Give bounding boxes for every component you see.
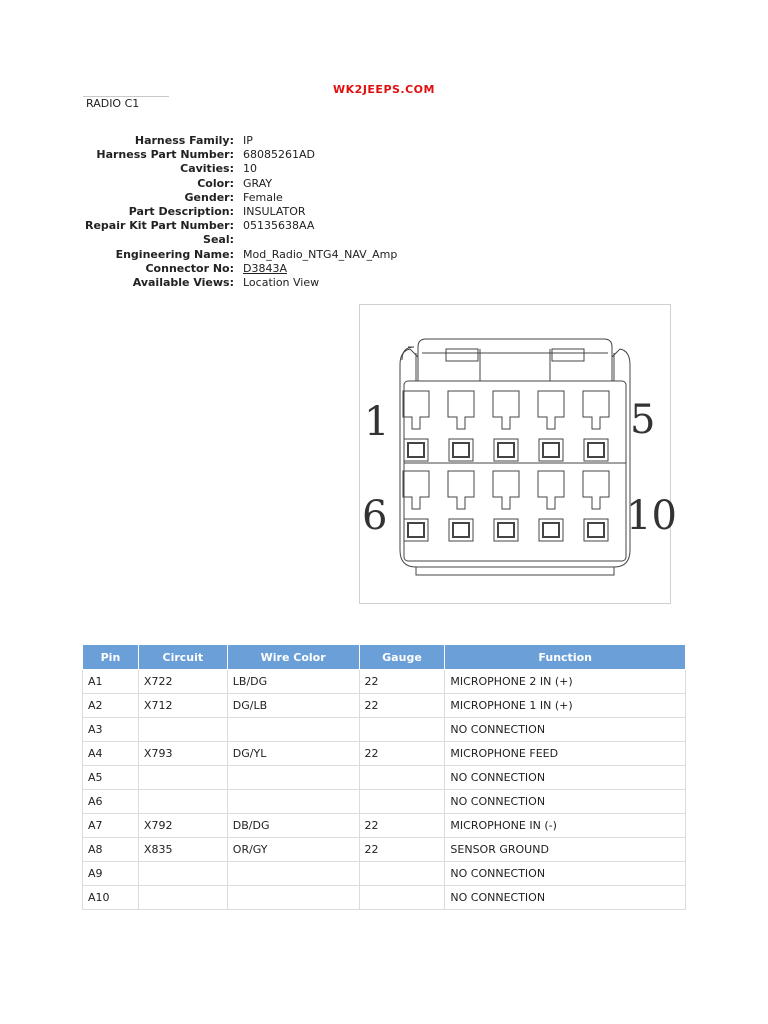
property-label: Available Views: — [132, 275, 234, 289]
connector-no-link[interactable]: D3843A — [243, 261, 287, 275]
property-value: Mod_Radio_NTG4_NAV_Amp — [243, 247, 398, 261]
function-cell: SENSOR GROUND — [445, 838, 686, 862]
function-cell: NO CONNECTION — [445, 790, 686, 814]
gauge-cell — [359, 886, 445, 910]
gauge-cell: 22 — [359, 742, 445, 766]
cavity-grid — [403, 391, 609, 541]
wire-color-cell: DG/YL — [227, 742, 359, 766]
property-value: IP — [243, 134, 253, 147]
wire-color-cell — [227, 862, 359, 886]
table-row — [83, 670, 686, 694]
header-gauge: Gauge — [359, 645, 445, 670]
property-cavities — [60, 162, 397, 176]
circuit-cell — [138, 862, 227, 886]
header-function: Function — [445, 645, 686, 670]
property-label: Harness Family: — [134, 134, 234, 147]
property-seal — [60, 233, 397, 247]
wire-color-cell — [227, 886, 359, 910]
cavity-5 — [583, 391, 609, 461]
function-cell: NO CONNECTION — [445, 862, 686, 886]
table-row — [83, 694, 686, 718]
cavity-9 — [538, 471, 564, 541]
function-cell: NO CONNECTION — [445, 766, 686, 790]
table-row — [83, 838, 686, 862]
property-value: 05135638AA — [243, 219, 315, 233]
header-wire-color: Wire Color — [227, 645, 359, 670]
pin-label-10: 10 — [626, 493, 677, 539]
table-header-row — [83, 645, 686, 670]
gauge-cell: 22 — [359, 694, 445, 718]
property-label: Part Description: — [128, 204, 234, 218]
wire-color-cell: OR/GY — [227, 838, 359, 862]
function-cell: MICROPHONE 2 IN (+) — [445, 670, 686, 694]
pin-cell: A6 — [83, 790, 139, 814]
circuit-cell — [138, 790, 227, 814]
property-harness-part-number — [60, 148, 397, 162]
circuit-cell — [138, 718, 227, 742]
pin-cell: A4 — [83, 742, 139, 766]
property-part-description — [60, 205, 397, 219]
cavity-4 — [538, 391, 564, 461]
property-harness-family — [60, 134, 397, 148]
pin-cell: A10 — [83, 886, 139, 910]
property-value: INSULATOR — [243, 204, 306, 218]
function-cell: MICROPHONE 1 IN (+) — [445, 694, 686, 718]
wire-color-cell — [227, 790, 359, 814]
circuit-cell — [138, 766, 227, 790]
property-value: Location View — [243, 275, 320, 289]
pin-cell: A1 — [83, 670, 139, 694]
pin-cell: A8 — [83, 838, 139, 862]
property-engineering-name — [60, 248, 397, 262]
cavity-6 — [403, 471, 429, 541]
pin-label-6: 6 — [362, 493, 388, 539]
cavity-10 — [583, 471, 609, 541]
pin-cell: A9 — [83, 862, 139, 886]
property-repair-kit-part-number — [60, 219, 397, 233]
cavity-7 — [448, 471, 474, 541]
function-cell: NO CONNECTION — [445, 886, 686, 910]
gauge-cell: 22 — [359, 838, 445, 862]
wire-color-cell: DG/LB — [227, 694, 359, 718]
circuit-cell: X793 — [138, 742, 227, 766]
connector-name: RADIO C1 — [86, 97, 140, 110]
function-cell: NO CONNECTION — [445, 718, 686, 742]
property-label: Repair Kit Part Number: — [85, 219, 234, 233]
property-label: Cavities: — [180, 162, 234, 176]
wire-color-cell — [227, 718, 359, 742]
table-row — [83, 886, 686, 910]
table-row — [83, 790, 686, 814]
wire-color-cell: DB/DG — [227, 814, 359, 838]
property-label: Connector No: — [145, 261, 234, 275]
property-label: Seal: — [203, 233, 234, 247]
cavity-1 — [403, 391, 429, 461]
circuit-cell: X712 — [138, 694, 227, 718]
cavity-2 — [448, 391, 474, 461]
gauge-cell — [359, 862, 445, 886]
property-gender — [60, 191, 397, 205]
property-value: GRAY — [243, 176, 273, 190]
property-label: Gender: — [184, 190, 234, 204]
gauge-cell — [359, 718, 445, 742]
table-row — [83, 862, 686, 886]
property-value: 10 — [243, 162, 257, 176]
pin-label-5: 5 — [630, 397, 656, 443]
property-color — [60, 177, 397, 191]
pin-cell: A7 — [83, 814, 139, 838]
table-row — [83, 742, 686, 766]
property-value: 68085261AD — [243, 148, 315, 162]
pin-cell: A5 — [83, 766, 139, 790]
connector-diagram — [360, 305, 677, 603]
gauge-cell: 22 — [359, 814, 445, 838]
circuit-cell: X792 — [138, 814, 227, 838]
function-cell: MICROPHONE FEED — [445, 742, 686, 766]
table-row — [83, 766, 686, 790]
circuit-cell: X722 — [138, 670, 227, 694]
property-available-views — [60, 276, 397, 290]
property-value: Female — [243, 190, 283, 204]
site-title: WK2JEEPS.COM — [333, 83, 435, 96]
circuit-cell: X835 — [138, 838, 227, 862]
pin-cell: A2 — [83, 694, 139, 718]
gauge-cell: 22 — [359, 670, 445, 694]
function-cell: MICROPHONE IN (-) — [445, 814, 686, 838]
property-label: Harness Part Number: — [96, 148, 234, 162]
property-label: Engineering Name: — [115, 247, 234, 261]
table-row — [83, 718, 686, 742]
pin-table — [82, 644, 686, 910]
cavity-8 — [493, 471, 519, 541]
circuit-cell — [138, 886, 227, 910]
wire-color-cell — [227, 766, 359, 790]
pin-cell: A3 — [83, 718, 139, 742]
header-pin: Pin — [83, 645, 139, 670]
cavity-3 — [493, 391, 519, 461]
table-row — [83, 814, 686, 838]
wire-color-cell: LB/DG — [227, 670, 359, 694]
property-label: Color: — [197, 176, 234, 190]
property-connector-no — [60, 262, 397, 276]
connector-location-view — [359, 304, 677, 604]
connector-properties — [60, 134, 397, 290]
gauge-cell — [359, 766, 445, 790]
header-circuit: Circuit — [138, 645, 227, 670]
pin-label-1: 1 — [364, 399, 390, 445]
gauge-cell — [359, 790, 445, 814]
